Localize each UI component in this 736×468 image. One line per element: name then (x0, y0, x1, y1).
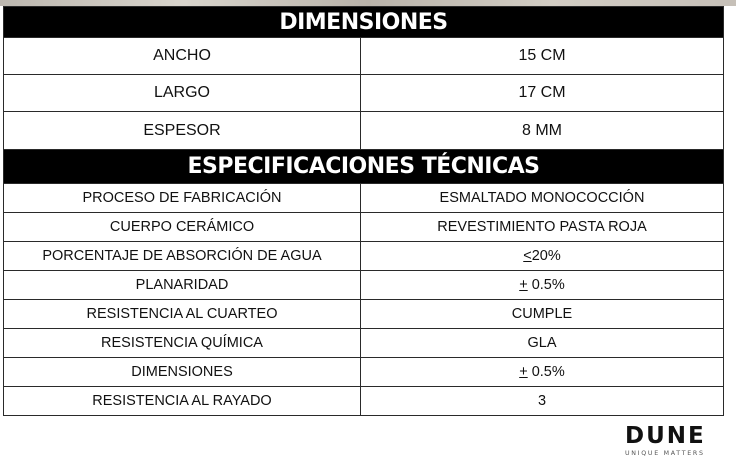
table-row (4, 242, 724, 271)
dimensions-header-row (4, 7, 724, 38)
brand-name: DUNE (625, 423, 706, 449)
less-than-or-equal-symbol: < (523, 248, 532, 264)
specs-header-row (4, 150, 724, 184)
brand-tagline: UNIQUE MATTERS (625, 450, 705, 457)
value-number: 20% (531, 248, 561, 264)
row-label: RESISTENCIA QUÍMICA (4, 329, 361, 358)
row-value: REVESTIMIENTO PASTA ROJA (361, 213, 724, 242)
row-value: ESMALTADO MONOCOCCIÓN (361, 184, 724, 213)
row-label: ANCHO (4, 38, 361, 75)
spec-sheet (3, 6, 723, 416)
row-value: 17 CM (361, 75, 724, 112)
plus-minus-symbol: + (519, 277, 528, 293)
brand-logo (625, 424, 723, 460)
row-label: PROCESO DE FABRICACIÓN (4, 184, 361, 213)
row-value: 8 MM (361, 112, 724, 150)
row-value (361, 358, 724, 387)
row-label: ESPESOR (4, 112, 361, 150)
row-value (361, 271, 724, 300)
row-value: GLA (361, 329, 724, 358)
table-row (4, 38, 724, 75)
row-value (361, 242, 724, 271)
spec-table (3, 6, 724, 416)
table-row (4, 75, 724, 112)
row-label: DIMENSIONES (4, 358, 361, 387)
table-row (4, 300, 724, 329)
row-label: PORCENTAJE DE ABSORCIÓN DE AGUA (4, 242, 361, 271)
row-label: RESISTENCIA AL RAYADO (4, 387, 361, 416)
row-label: CUERPO CERÁMICO (4, 213, 361, 242)
table-row (4, 387, 724, 416)
row-label: LARGO (4, 75, 361, 112)
table-row (4, 271, 724, 300)
specs-title: ESPECIFICACIONES TÉCNICAS (4, 150, 724, 184)
table-row (4, 358, 724, 387)
table-row (4, 213, 724, 242)
row-label: RESISTENCIA AL CUARTEO (4, 300, 361, 329)
row-label: PLANARIDAD (4, 271, 361, 300)
row-value: 15 CM (361, 38, 724, 75)
dimensions-title: DIMENSIONES (4, 7, 724, 38)
plus-minus-symbol: + (519, 364, 528, 380)
value-number: 0.5% (527, 277, 565, 293)
table-row (4, 112, 724, 150)
row-value: CUMPLE (361, 300, 724, 329)
value-number: 0.5% (527, 364, 565, 380)
table-row (4, 329, 724, 358)
table-row (4, 184, 724, 213)
row-value: 3 (361, 387, 724, 416)
